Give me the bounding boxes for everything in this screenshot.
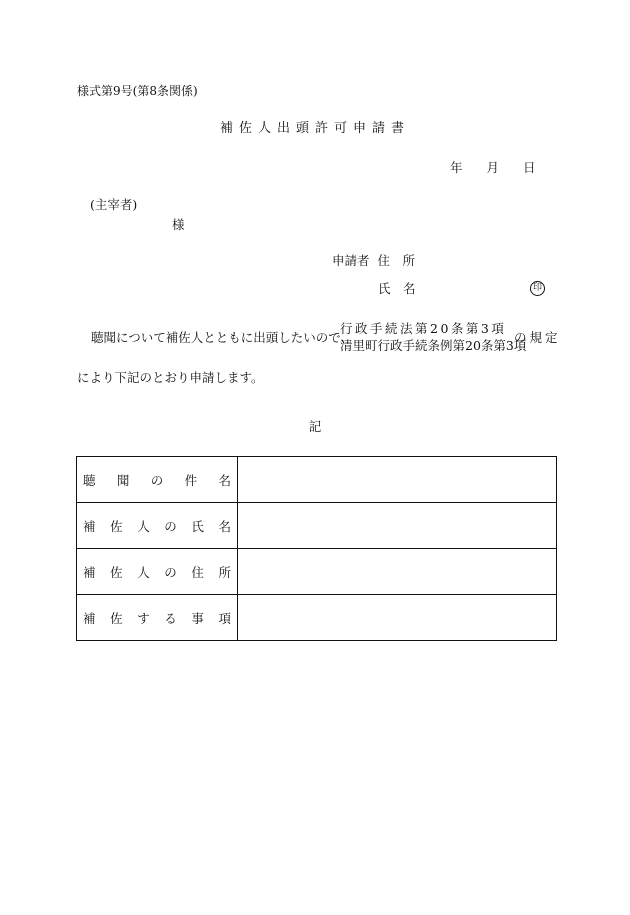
applicant-label: 申請者 — [332, 253, 370, 268]
row-value-cell[interactable] — [238, 503, 557, 549]
application-items-table — [76, 456, 557, 641]
table-row — [77, 457, 557, 503]
row-label-cell — [77, 457, 238, 503]
table-row — [77, 549, 557, 595]
row-label: 聴 聞 の 件 名 — [83, 472, 231, 488]
row-label: 補 佐 人 の 住 所 — [83, 564, 231, 580]
body-second-line: により下記のとおり申請します。 — [77, 370, 264, 385]
row-label: 補 佐 人 の 氏 名 — [83, 518, 231, 534]
row-value-cell[interactable] — [238, 549, 557, 595]
addressee-honorific: 様 — [172, 217, 185, 232]
law-option-national: 行政手続法第20条第3項 — [340, 321, 507, 336]
addressee-label: (主宰者) — [90, 197, 138, 212]
body-tail-text: の規定 — [514, 330, 561, 345]
row-value-cell[interactable] — [238, 457, 557, 503]
date-year-label: 年 — [450, 160, 463, 175]
row-label-cell — [77, 595, 238, 641]
law-option-municipal: 清里町行政手続条例第20条第3項 — [340, 338, 527, 353]
name-label: 氏 名 — [378, 281, 416, 296]
document-title: 補佐人出頭許可申請書 — [219, 121, 410, 136]
applicant-address-row — [332, 255, 415, 268]
table-row — [77, 503, 557, 549]
row-label: 補 佐 す る 事 項 — [83, 610, 231, 626]
row-label-cell — [77, 503, 238, 549]
body-lead-text: 聴聞について補佐人とともに出頭したいので、 — [91, 330, 354, 345]
row-value-cell[interactable] — [238, 595, 557, 641]
address-label: 住 所 — [377, 253, 415, 268]
date-line — [450, 162, 536, 175]
ki-heading: 記 — [308, 419, 322, 434]
row-label-cell — [77, 549, 238, 595]
form-number: 様式第9号(第8条関係) — [77, 84, 198, 98]
date-day-label: 日 — [523, 160, 536, 175]
seal-icon: 印 — [530, 281, 545, 296]
table-row — [77, 595, 557, 641]
date-month-label: 月 — [486, 160, 500, 175]
